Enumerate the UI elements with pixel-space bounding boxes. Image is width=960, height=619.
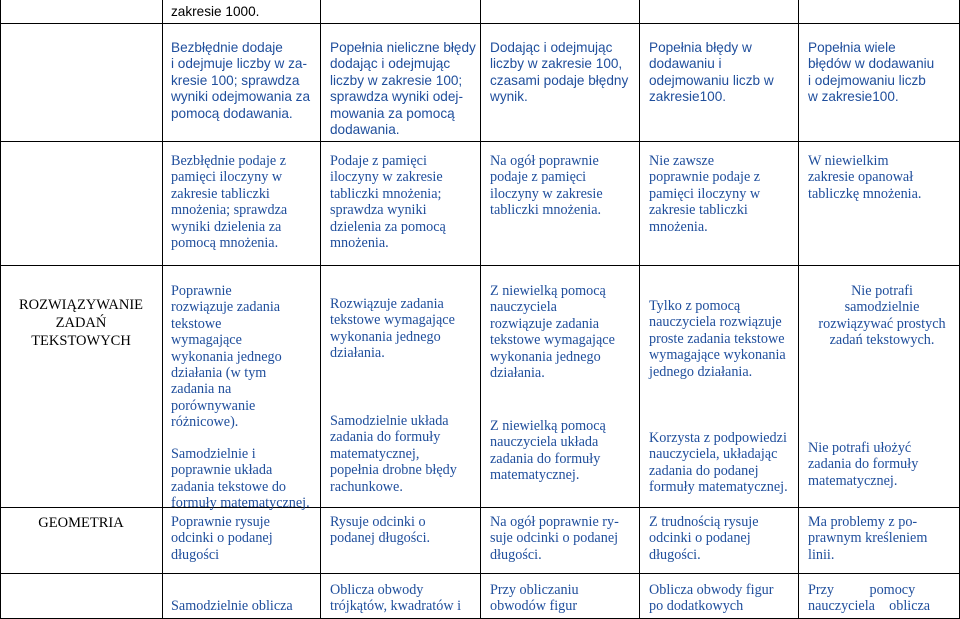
cell-line: podaje z pamięci bbox=[490, 169, 587, 186]
cell-line: nauczyciela bbox=[490, 299, 557, 316]
cell-line: Tylko z pomocą bbox=[649, 298, 741, 314]
cell-line: nauczyciela, układając bbox=[649, 446, 778, 463]
cell-perimeter-c4 bbox=[649, 582, 795, 615]
cell-line: Popełnia wiele bbox=[808, 40, 896, 55]
cell-line: pamięci iloczyny w bbox=[171, 169, 283, 186]
cell-line: suje odcinki o podanej bbox=[490, 530, 619, 547]
cell-line: jednego działania. bbox=[649, 363, 753, 380]
cell-line: Bezbłędnie podaje z bbox=[171, 153, 287, 169]
cell-line: trójkątów, kwadratów i bbox=[330, 598, 462, 615]
cell-line: długości bbox=[171, 546, 220, 563]
cell-word-problems-c4a bbox=[649, 298, 797, 380]
cell-line: dzielenia za pomocą bbox=[330, 218, 446, 235]
cell-line: i odejmowaniu liczb bbox=[808, 72, 926, 88]
cell-line: poprawnie podaje z bbox=[649, 169, 761, 186]
grid-line bbox=[798, 0, 799, 619]
grid-line bbox=[0, 141, 960, 142]
cell-line: Na ogół poprawnie bbox=[490, 153, 599, 169]
cell-line: nauczyciela rozwiązuje bbox=[649, 314, 782, 331]
cell-line: błędów w dodawaniu bbox=[808, 56, 935, 72]
cell-word-problems-c4b bbox=[649, 430, 797, 496]
cell-line: zadania do podanej bbox=[649, 462, 759, 479]
cell-line: różnicowe). bbox=[171, 414, 239, 431]
cell-line: zakresie opanował bbox=[808, 169, 914, 186]
cell-text: zakresie 1000. bbox=[171, 4, 260, 19]
cell-line: matematycznej. bbox=[808, 472, 898, 489]
cell-line: działania. bbox=[330, 345, 385, 362]
cell-line: wykonania jednego bbox=[171, 348, 282, 365]
cell-word-problems-c3b bbox=[490, 418, 636, 484]
cell-add-sub-c1 bbox=[171, 40, 316, 122]
cell-line: prawnym kreśleniem bbox=[808, 530, 928, 547]
grid-line bbox=[0, 573, 960, 574]
cell-add-sub-c4 bbox=[649, 40, 795, 106]
cell-line: obwodów figur bbox=[490, 598, 578, 615]
cell-line: iloczyny w zakresie bbox=[330, 169, 443, 186]
cell-multiply-c3 bbox=[490, 153, 636, 219]
cell-line: formuły matematycznej. bbox=[649, 479, 788, 496]
cell-line: sprawdza wyniki bbox=[330, 202, 427, 219]
cell-word-problems-c5a bbox=[808, 283, 956, 349]
cell-line: wymagające bbox=[171, 332, 242, 349]
cell-line: Z niewielką pomocą bbox=[490, 418, 606, 434]
cell-line: Rysuje odcinki o bbox=[330, 514, 426, 530]
cell-line: nauczyciela oblicza bbox=[808, 598, 931, 615]
cell-line: dodając i odejmując bbox=[330, 56, 451, 72]
cell-line: tabliczki mnożenia. bbox=[490, 202, 602, 219]
cell-line: Samodzielnie i bbox=[171, 446, 256, 462]
grid-line bbox=[0, 265, 960, 266]
grid-line bbox=[0, 23, 960, 24]
cell-line: pomocą mnożenia. bbox=[171, 235, 279, 252]
cell-line: długości. bbox=[649, 546, 701, 563]
cell-line: tekstowe bbox=[171, 315, 222, 332]
cell-geometry-c5 bbox=[808, 514, 956, 563]
cell-line: zakresie tabliczki bbox=[649, 202, 748, 219]
cell-line: Bezbłędnie dodaje bbox=[171, 40, 283, 55]
cell-add-sub-c3 bbox=[490, 40, 636, 106]
cell-line: zakresie100. bbox=[649, 89, 727, 105]
cell-line: sprawdza wyniki odej- bbox=[330, 89, 463, 105]
cell-word-problems-c2a bbox=[330, 296, 476, 362]
cell-word-problems-c1b bbox=[171, 446, 319, 512]
cell-line: odejmowaniu liczb w bbox=[649, 72, 774, 88]
cell-perimeter-c1 bbox=[171, 598, 319, 614]
cell-line: wyniki dzielenia za bbox=[171, 218, 282, 235]
cell-geometry-c2 bbox=[330, 514, 476, 547]
cell-line: Przy obliczaniu bbox=[490, 582, 579, 598]
cell-line: iloczyny w zakresie bbox=[490, 185, 603, 202]
row-heading-text: GEOMETRIA bbox=[38, 515, 124, 531]
cell-word-problems-c1a bbox=[171, 283, 319, 431]
cell-line: Nie zawsze bbox=[649, 153, 714, 169]
cell-line: czasami podaje błędny bbox=[490, 72, 629, 88]
cell-multiply-c5 bbox=[808, 153, 956, 202]
cell-line: Rozwiązuje zadania bbox=[330, 296, 444, 312]
cell-multiply-c1 bbox=[171, 153, 316, 251]
cell-line: zadań tekstowych. bbox=[829, 332, 935, 349]
cell-word-problems-c5b bbox=[808, 440, 956, 489]
cell-line: proste zadania tekstowe bbox=[649, 330, 785, 347]
cell-line: w zakresie100. bbox=[808, 89, 899, 105]
cell-line: zadania do formuły bbox=[490, 450, 601, 467]
cell-line: podanej długości. bbox=[330, 530, 431, 547]
cell-line: tekstowe wymagające bbox=[330, 312, 455, 329]
cell-line: zakresie tabliczki bbox=[171, 185, 270, 202]
cell-line: Oblicza obwody bbox=[330, 582, 424, 598]
cell-top-c1 bbox=[171, 4, 316, 20]
grid-line bbox=[480, 0, 481, 619]
cell-line: formuły matematycznej. bbox=[171, 495, 310, 512]
cell-line: wynik. bbox=[490, 89, 528, 105]
cell-line: długości. bbox=[490, 546, 542, 563]
cell-line: mowania za pomocą bbox=[330, 105, 455, 121]
cell-line: zadania tekstowe do bbox=[171, 478, 287, 495]
cell-line: tabliczkę mnożenia. bbox=[808, 185, 922, 202]
cell-line: odcinki o podanej bbox=[649, 530, 751, 547]
cell-line: liczby w zakresie 100; bbox=[330, 72, 463, 88]
cell-line: mnożenia; sprawdza bbox=[171, 202, 288, 219]
cell-line: tabliczki mnożenia; bbox=[330, 185, 442, 202]
cell-line: zadania do formuły bbox=[330, 429, 441, 446]
cell-perimeter-c3 bbox=[490, 582, 636, 615]
grid-line bbox=[0, 507, 960, 508]
cell-line: liczby w zakresie 100, bbox=[490, 56, 623, 72]
grid-line bbox=[0, 0, 1, 619]
cell-line: po dodatkowych bbox=[649, 598, 744, 615]
cell-multiply-c4 bbox=[649, 153, 795, 235]
cell-line: ROZWIĄZYWANIE bbox=[18, 297, 144, 313]
cell-line: Przy pomocy bbox=[808, 582, 916, 598]
cell-line: samodzielnie bbox=[844, 299, 920, 316]
cell-line: Dodając i odejmując bbox=[490, 40, 613, 55]
row-heading-geometry bbox=[2, 515, 160, 531]
cell-line: Podaje z pamięci bbox=[330, 153, 427, 169]
cell-line: wykonania jednego bbox=[330, 328, 441, 345]
cell-line: rozwiązuje zadania bbox=[171, 299, 281, 316]
cell-line: Popełnia błędy w bbox=[649, 40, 752, 55]
cell-line: rozwiązywać prostych bbox=[818, 315, 946, 332]
cell-line: ZADAŃ bbox=[55, 315, 107, 331]
cell-line: zadania do formuły bbox=[808, 456, 919, 473]
cell-line: odcinki o podanej bbox=[171, 530, 273, 547]
cell-line: pamięci iloczyny w bbox=[649, 185, 761, 202]
cell-line: dodawania. bbox=[330, 122, 400, 138]
grid-line bbox=[320, 0, 321, 619]
cell-multiply-c2 bbox=[330, 153, 476, 251]
cell-geometry-c1 bbox=[171, 514, 319, 563]
cell-line: rachunkowe. bbox=[330, 478, 403, 495]
cell-line: Poprawnie bbox=[171, 283, 232, 299]
cell-line: Nie potrafi ułożyć bbox=[808, 440, 912, 456]
cell-line: Ma problemy z po- bbox=[808, 514, 918, 530]
cell-line: TEKSTOWYCH bbox=[31, 333, 131, 349]
cell-line: kresie 100; sprawdza bbox=[171, 72, 300, 88]
cell-line: dodawaniu i bbox=[649, 56, 722, 72]
cell-line: działania. bbox=[490, 365, 545, 382]
cell-line: popełnia drobne błędy bbox=[330, 462, 457, 479]
cell-line: Poprawnie rysuje bbox=[171, 514, 270, 530]
cell-line: Z trudnością rysuje bbox=[649, 514, 759, 530]
grid-line bbox=[162, 0, 163, 619]
cell-line: wykonania jednego bbox=[490, 348, 601, 365]
cell-line: linii. bbox=[808, 546, 835, 563]
cell-add-sub-c5 bbox=[808, 40, 956, 106]
cell-line: Oblicza obwody figur bbox=[649, 582, 774, 598]
cell-line: nauczyciela układa bbox=[490, 434, 599, 451]
cell-line: pomocą dodawania. bbox=[171, 105, 293, 121]
cell-line: Korzysta z podpowiedzi bbox=[649, 430, 787, 446]
cell-line: działania (w tym bbox=[171, 365, 267, 382]
cell-word-problems-c2b bbox=[330, 413, 476, 495]
cell-line: poprawnie układa bbox=[171, 462, 273, 479]
cell-line: Samodzielnie układa bbox=[330, 413, 449, 429]
cell-line: porównywanie bbox=[171, 397, 256, 414]
cell-line: zadania na bbox=[171, 381, 232, 398]
cell-line: Z niewielką pomocą bbox=[490, 283, 606, 299]
cell-line: matematycznej. bbox=[490, 467, 580, 484]
cell-geometry-c3 bbox=[490, 514, 636, 563]
cell-line: mnożenia. bbox=[330, 235, 389, 252]
grid-line bbox=[639, 0, 640, 619]
cell-line: tekstowe wymagające bbox=[490, 332, 615, 349]
cell-word-problems-c3a bbox=[490, 283, 636, 381]
cell-geometry-c4 bbox=[649, 514, 795, 563]
cell-line: mnożenia. bbox=[649, 218, 708, 235]
cell-perimeter-c2 bbox=[330, 582, 476, 615]
cell-line: i odejmuje liczby w za- bbox=[171, 56, 307, 72]
cell-line: Nie potrafi bbox=[851, 283, 913, 299]
cell-line: Popełnia nieliczne błędy bbox=[330, 40, 476, 55]
cell-line: Samodzielnie oblicza bbox=[171, 598, 293, 614]
cell-perimeter-c5 bbox=[808, 582, 936, 615]
cell-line: wymagające wykonania bbox=[649, 347, 786, 364]
cell-line: rozwiązuje zadania bbox=[490, 315, 600, 332]
cell-line: matematycznej, bbox=[330, 445, 420, 462]
cell-line: Na ogół poprawnie ry- bbox=[490, 514, 619, 530]
cell-line: wyniki odejmowania za bbox=[171, 89, 311, 105]
cell-add-sub-c2 bbox=[330, 40, 476, 138]
cell-line: W niewielkim bbox=[808, 153, 889, 169]
row-heading-word-problems bbox=[2, 296, 160, 350]
